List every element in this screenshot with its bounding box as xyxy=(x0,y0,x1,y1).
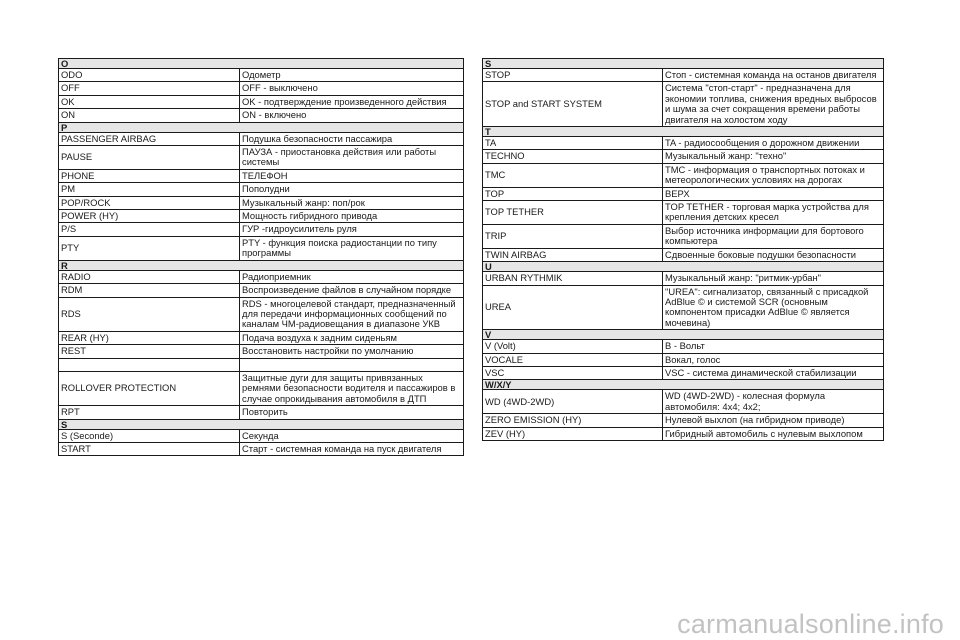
table-row xyxy=(483,137,884,150)
table-row xyxy=(59,297,464,331)
empty-row xyxy=(59,358,464,371)
definition-cell: Музыкальный жанр: "ритмик-урбан" xyxy=(663,272,884,285)
table-row xyxy=(59,183,464,196)
letter-header: R xyxy=(59,260,464,270)
glossary-table-left xyxy=(58,58,464,456)
term-cell: STOP and START SYSTEM xyxy=(483,82,663,127)
term-cell: PM xyxy=(59,183,240,196)
letter-header-row xyxy=(483,262,884,272)
definition-cell: Восстановить настройки по умолчанию xyxy=(240,345,464,358)
term-cell: RPT xyxy=(59,406,240,419)
term-cell: TRIP xyxy=(483,224,663,248)
term-cell: URBAN RYTHMIK xyxy=(483,272,663,285)
letter-header: S xyxy=(483,59,884,69)
definition-cell: VSC - система динамической стабилизации xyxy=(663,366,884,379)
letter-header-row xyxy=(483,127,884,137)
table-row xyxy=(483,224,884,248)
definition-cell: OK - подтверждение произведенного действия xyxy=(240,95,464,108)
definition-cell: В - Вольт xyxy=(663,340,884,353)
table-row xyxy=(483,201,884,225)
table-row xyxy=(59,270,464,283)
definition-cell: Нулевой выхлоп (на гибридном приводе) xyxy=(663,414,884,427)
term-cell: RDM xyxy=(59,284,240,297)
definition-cell: TMC - информация о транспортных потоках и метеорологических условиях на дорогах xyxy=(663,163,884,187)
glossary-table-right xyxy=(482,58,884,441)
term-cell: OK xyxy=(59,95,240,108)
table-row xyxy=(483,340,884,353)
term-cell: REAR (HY) xyxy=(59,331,240,344)
letter-header-row xyxy=(483,59,884,69)
definition-cell: ГУР -гидроусилитель руля xyxy=(240,223,464,236)
table-row xyxy=(483,427,884,440)
definition-cell: Музыкальный жанр: "техно" xyxy=(663,150,884,163)
definition-cell: "UREA": сигнализатор, связанный с присадкой AdBlue © и системой SCR (основным компонентом присадки AdBlue © является мочевина) xyxy=(663,285,884,330)
definition-cell: Подушка безопасности пассажира xyxy=(240,132,464,145)
table-row xyxy=(59,132,464,145)
letter-header-row xyxy=(59,419,464,429)
definition-cell: ON - включено xyxy=(240,109,464,122)
term-cell: P/S xyxy=(59,223,240,236)
letter-header: S xyxy=(59,419,464,429)
table-row xyxy=(483,150,884,163)
letter-header-row xyxy=(59,122,464,132)
definition-cell: Радиоприемник xyxy=(240,270,464,283)
term-cell: S (Seconde) xyxy=(59,429,240,442)
definition-cell: ТЕЛЕФОН xyxy=(240,169,464,182)
term-cell: VSC xyxy=(483,366,663,379)
term-cell: ZERO EMISSION (HY) xyxy=(483,414,663,427)
table-row xyxy=(59,429,464,442)
definition-cell: Пополудни xyxy=(240,183,464,196)
table-row xyxy=(483,187,884,200)
definition-cell: RDS - многоцелевой стандарт, предназначенный для передачи информационных сообщений по каналам ЧМ-радиовещания в диапазоне УКВ xyxy=(240,297,464,331)
table-row xyxy=(59,169,464,182)
definition-cell: Секунда xyxy=(240,429,464,442)
table-row xyxy=(59,210,464,223)
term-cell: PAUSE xyxy=(59,146,240,170)
table-row xyxy=(59,95,464,108)
term-cell: ROLLOVER PROTECTION xyxy=(59,371,240,405)
term-cell: TMC xyxy=(483,163,663,187)
definition-cell: Мощность гибридного привода xyxy=(240,210,464,223)
definition-cell: TOP TETHER - торговая марка устройства для крепления детских кресел xyxy=(663,201,884,225)
table-row xyxy=(59,406,464,419)
term-cell: VOCALE xyxy=(483,353,663,366)
table-row xyxy=(483,390,884,414)
definition-cell: Защитные дуги для защиты привязанных ремнями безопасности водителя и пассажиров в случае опрокидывания автомобиля в ДТП xyxy=(240,371,464,405)
watermark-text: carmanualsonline.info xyxy=(677,609,944,639)
table-row xyxy=(59,82,464,95)
letter-header: V xyxy=(483,330,884,340)
table-row xyxy=(483,69,884,82)
table-row xyxy=(59,196,464,209)
term-cell: V (Volt) xyxy=(483,340,663,353)
table-row xyxy=(483,353,884,366)
table-row xyxy=(59,69,464,82)
definition-cell: Стоп - системная команда на останов двигателя xyxy=(663,69,884,82)
table-row xyxy=(483,82,884,127)
definition-cell: Выбор источника информации для бортового компьютера xyxy=(663,224,884,248)
table-row xyxy=(483,248,884,261)
definition-cell: TA - радиосообщения о дорожном движении xyxy=(663,137,884,150)
letter-header-row xyxy=(59,260,464,270)
table-row xyxy=(59,236,464,260)
letter-header: U xyxy=(483,262,884,272)
definition-cell: PTY - функция поиска радиостанции по типу программы xyxy=(240,236,464,260)
definition-cell: ПАУЗА - приостановка действия или работы системы xyxy=(240,146,464,170)
definition-cell: Подача воздуха к задним сиденьям xyxy=(240,331,464,344)
table-row xyxy=(59,284,464,297)
letter-header: W/X/Y xyxy=(483,380,884,390)
term-cell: RDS xyxy=(59,297,240,331)
definition-cell: OFF - выключено xyxy=(240,82,464,95)
empty-cell xyxy=(59,358,240,371)
term-cell: ZEV (HY) xyxy=(483,427,663,440)
definition-cell: Повторить xyxy=(240,406,464,419)
definition-cell: Старт - системная команда на пуск двигателя xyxy=(240,442,464,455)
term-cell: UREA xyxy=(483,285,663,330)
term-cell: ON xyxy=(59,109,240,122)
term-cell: TWIN AIRBAG xyxy=(483,248,663,261)
table-row xyxy=(59,109,464,122)
definition-cell: Одометр xyxy=(240,69,464,82)
table-row xyxy=(59,223,464,236)
term-cell: REST xyxy=(59,345,240,358)
empty-cell xyxy=(240,358,464,371)
table-row xyxy=(59,146,464,170)
table-row xyxy=(59,442,464,455)
letter-header: P xyxy=(59,122,464,132)
letter-header-row xyxy=(483,380,884,390)
letter-header: O xyxy=(59,59,464,69)
definition-cell: WD (4WD-2WD) - колесная формула автомобиля: 4х4; 4х2; xyxy=(663,390,884,414)
table-row xyxy=(483,272,884,285)
term-cell: POWER (HY) xyxy=(59,210,240,223)
term-cell: RADIO xyxy=(59,270,240,283)
term-cell: PHONE xyxy=(59,169,240,182)
table-row xyxy=(483,163,884,187)
term-cell: STOP xyxy=(483,69,663,82)
table-row xyxy=(483,414,884,427)
definition-cell: Воспроизведение файлов в случайном порядке xyxy=(240,284,464,297)
definition-cell: Система "стоп-старт" - предназначена для экономии топлива, снижения вредных выбросов и шума за счет сокращения времени работы двигателя на холостом ходу xyxy=(663,82,884,127)
glossary-right-body xyxy=(483,59,884,441)
glossary-left-body xyxy=(59,59,464,456)
term-cell: TOP TETHER xyxy=(483,201,663,225)
definition-cell: Музыкальный жанр: поп/рок xyxy=(240,196,464,209)
letter-header-row xyxy=(483,330,884,340)
table-row xyxy=(59,345,464,358)
term-cell: WD (4WD-2WD) xyxy=(483,390,663,414)
definition-cell: ВЕРХ xyxy=(663,187,884,200)
term-cell: ODO xyxy=(59,69,240,82)
term-cell: START xyxy=(59,442,240,455)
term-cell: OFF xyxy=(59,82,240,95)
term-cell: TOP xyxy=(483,187,663,200)
letter-header-row xyxy=(59,59,464,69)
table-row xyxy=(483,285,884,330)
table-row xyxy=(59,331,464,344)
term-cell: PASSENGER AIRBAG xyxy=(59,132,240,145)
table-row xyxy=(483,366,884,379)
term-cell: POP/ROCK xyxy=(59,196,240,209)
term-cell: PTY xyxy=(59,236,240,260)
letter-header: T xyxy=(483,127,884,137)
definition-cell: Гибридный автомобиль с нулевым выхлопом xyxy=(663,427,884,440)
term-cell: TA xyxy=(483,137,663,150)
definition-cell: Сдвоенные боковые подушки безопасности xyxy=(663,248,884,261)
definition-cell: Вокал, голос xyxy=(663,353,884,366)
term-cell: TECHNO xyxy=(483,150,663,163)
table-row xyxy=(59,371,464,405)
